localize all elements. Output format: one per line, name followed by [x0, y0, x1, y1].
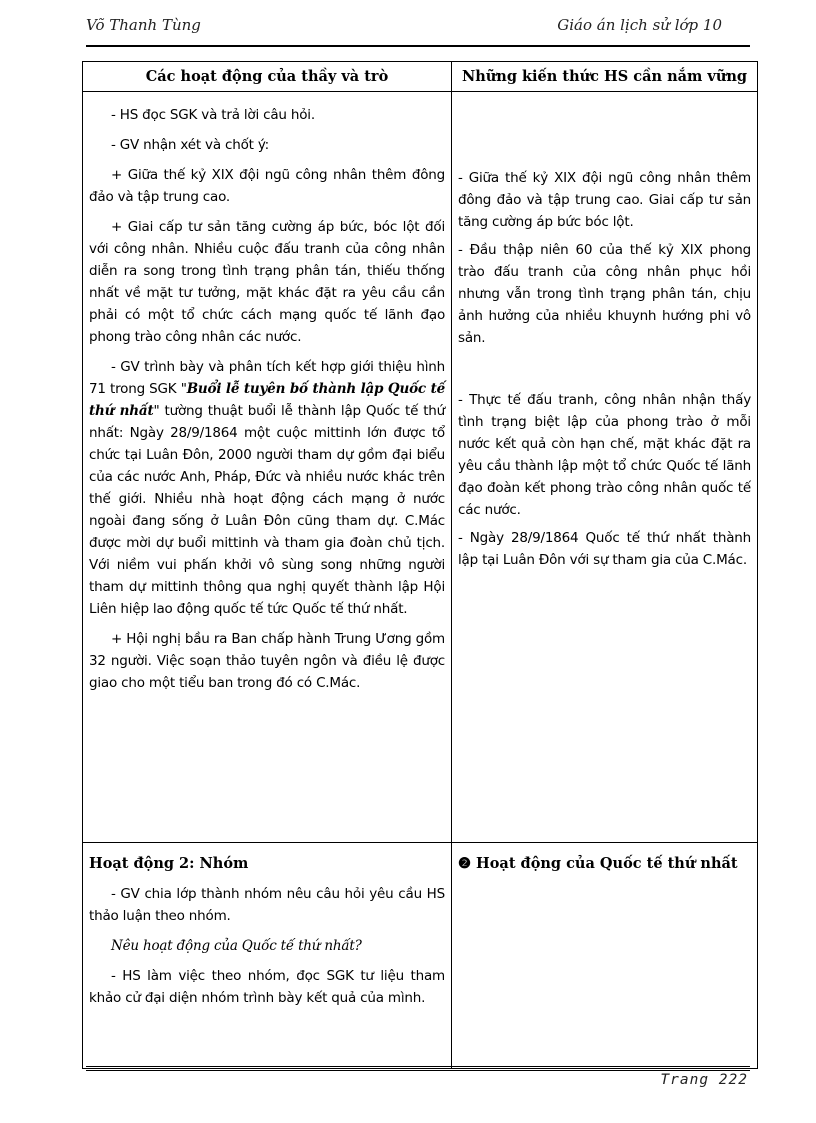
- column-header-knowledge: Những kiến thức HS cần nắm vững: [452, 62, 758, 92]
- activities-cell: [83, 92, 452, 843]
- page-header: [86, 16, 750, 44]
- figure-caption-title: Buổi lễ tuyên bố thành lập Quốc tế thứ nhất: [89, 381, 446, 419]
- footer-divider: [86, 1070, 750, 1071]
- discussion-question: Nêu hoạt động của Quốc tế thứ nhất?: [111, 938, 362, 954]
- footer-divider: [86, 1066, 750, 1067]
- lesson-table: [82, 61, 758, 1069]
- activity-paragraph: - HS làm việc theo nhóm, đọc SGK tư liệu tham khảo cử đại diện nhóm trình bày kết quả của mình.: [89, 968, 445, 1006]
- activity-2-heading: Hoạt động 2: Nhóm: [89, 855, 249, 872]
- knowledge-2-cell: [452, 843, 758, 1069]
- page-number: Trang 222: [660, 1072, 748, 1088]
- table-header-row: [83, 62, 758, 92]
- knowledge-paragraph: - Đầu thập niên 60 của thế kỷ XIX phong trào đấu tranh của công nhân phục hồi nhưng vẫn trong tình trạng phân tán, chịu ảnh hưởng của nhiều khuynh hướng phi vô sản.: [458, 242, 751, 346]
- activity-paragraph: - GV chia lớp thành nhóm nêu câu hỏi yêu cầu HS thảo luận theo nhóm.: [89, 886, 445, 924]
- paragraph-text: " tường thuật buổi lễ thành lập Quốc tế thứ nhất: Ngày 28/9/1864 một cuộc mittinh lớn được tổ chức tại Luân Đôn, 2000 người tham dự gồm đại biểu của các nước Anh, Pháp, Đức và nhiều nước khác trên thế giới. Nhiều nhà hoạt động cách mạng ở nước ngoài đang sống ở Luân Đôn cũng tham dự. C.Mác được mời dự buổi mittinh và tham gia đoàn chủ tịch. Với niềm vui phấn khởi vô sùng song những người tham dự mittinh thông qua nghị quyết thành lập Hội Liên hiệp lao động quốc tế tức Quốc tế thứ nhất.: [89, 403, 445, 617]
- activity-2-cell: [83, 843, 452, 1069]
- header-subject: Giáo án lịch sử lớp 10: [557, 16, 722, 34]
- activity-paragraph: [89, 356, 445, 620]
- column-header-activities: Các hoạt động của thầy và trò: [83, 62, 452, 92]
- header-divider: [86, 45, 750, 47]
- knowledge-cell: [452, 92, 758, 843]
- activity-paragraph: - HS đọc SGK và trả lời câu hỏi.: [111, 107, 315, 123]
- activity-paragraph: + Hội nghị bầu ra Ban chấp hành Trung Ương gồm 32 người. Việc soạn thảo tuyên ngôn và điều lệ được giao cho một tiểu ban trong đó có C.Mác.: [89, 631, 445, 691]
- activity-paragraph: + Giữa thế kỷ XIX đội ngũ công nhân thêm đông đảo và tập trung cao.: [89, 167, 445, 205]
- knowledge-2-heading: ❷ Hoạt động của Quốc tế thứ nhất: [458, 855, 738, 872]
- header-author: Võ Thanh Tùng: [86, 16, 201, 34]
- paragraph-text: - GV trình bày và phân tích kết hợp giới thiệu hình 71 trong SGK ": [89, 359, 445, 397]
- knowledge-paragraph: - Giữa thế kỷ XIX đội ngũ công nhân thêm đông đảo và tập trung cao. Giai cấp tư sản tăng cường áp bức bóc lột.: [458, 170, 751, 230]
- table-row: [83, 843, 758, 1069]
- table-row: [83, 92, 758, 843]
- activity-paragraph: - GV nhận xét và chốt ý:: [111, 137, 269, 153]
- activity-paragraph: + Giai cấp tư sản tăng cường áp bức, bóc lột đối với công nhân. Nhiều cuộc đấu tranh của công nhân diễn ra song trong tình trạng phân tán, thiếu thống nhất về mặt tư tưởng, mặt khác đặt ra yêu cầu cần phải có một tổ chức cách mạng quốc tế lãnh đạo phong trào công nhân các nước.: [89, 219, 445, 345]
- knowledge-paragraph: - Ngày 28/9/1864 Quốc tế thứ nhất thành lập tại Luân Đôn với sự tham gia của C.Mác.: [458, 530, 751, 568]
- knowledge-paragraph: - Thực tế đấu tranh, công nhân nhận thấy tình trạng biệt lập của phong trào ở mỗi nước kết quả còn hạn chế, mặt khác đặt ra yêu cầu thành lập một tổ chức Quốc tế lãnh đạo đoàn kết phong trào công nhân quốc tế các nước.: [458, 392, 751, 518]
